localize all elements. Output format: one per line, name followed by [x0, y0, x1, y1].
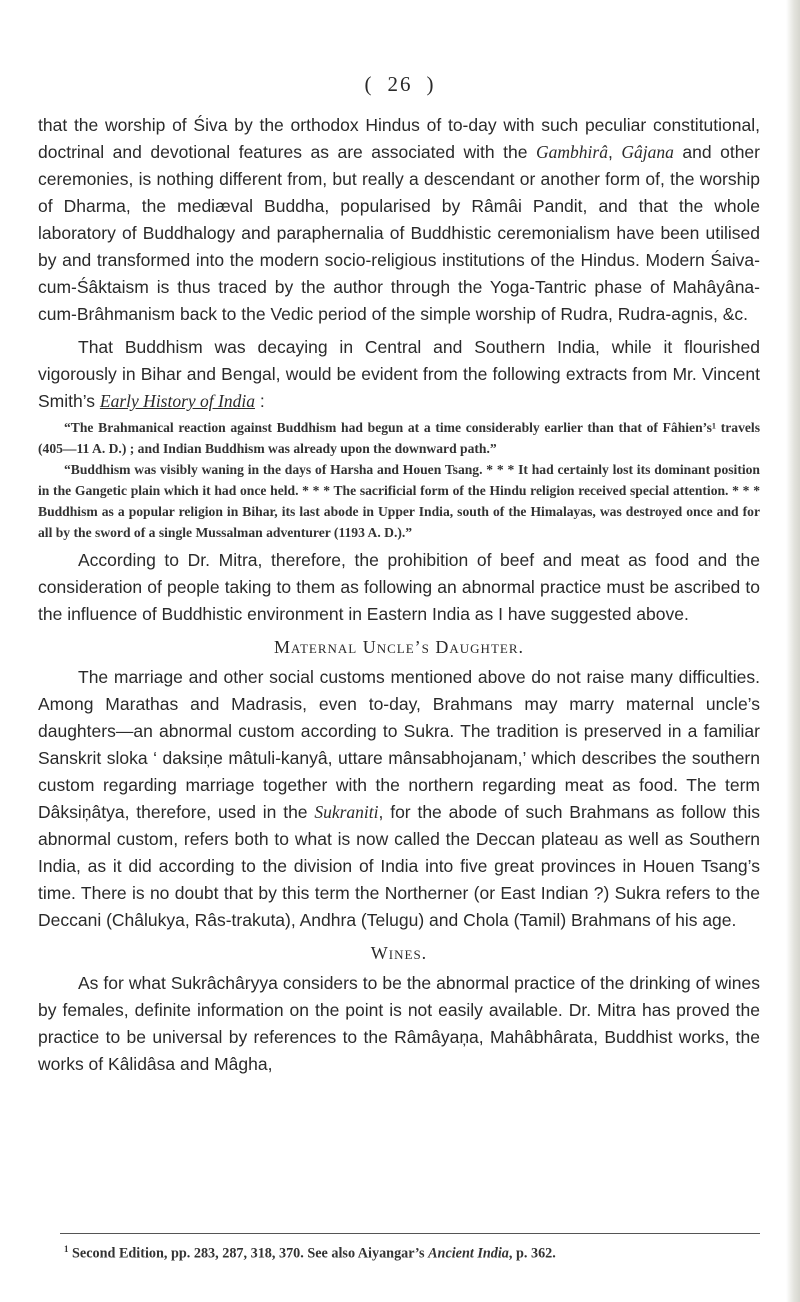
paragraph-text: , for the abode of such Brahmans as follow this abnormal custom, refers both to what is now called the Deccan plateau as well as Southern India, as it did according to the division of India into five great provinces in Houen Tsang’s time. There is no doubt that by this term the Northerner (or East Indian ?) Sukra refers to the Deccani (Châlukya, Râs-trakuta), Andhra (Telugu) and Chola (Tamil) Brahmans of his age. [38, 802, 760, 930]
italic-term-sukraniti: Sukraniti [314, 802, 379, 822]
paragraph-wines: As for what Sukrâchâryya considers to be the abnormal practice of the drinking of wines by females, definite information on the point is not easily available. Dr. Mitra has proved the practice to be universal by references to the Râmâyaņa, Mahâbhârata, Buddhist works, the works of Kâlidâsa and Mâgha, [38, 973, 760, 1074]
footnote-text: Second Edition, pp. 283, 287, 318, 370. See also Aiyangar’s [68, 1245, 429, 1262]
page-number-paren-close: ) [426, 72, 436, 96]
paragraph-text: : [254, 391, 265, 411]
footnote [38, 1240, 760, 1263]
page-edge-shadow [786, 0, 800, 1302]
section-heading-wines: Wines. [370, 943, 428, 963]
paragraph-dr-mitra: According to Dr. Mitra, therefore, the prohibition of beef and meat as food and the consideration of people taking to them as following an abnormal practice must be ascribed to the influence of Buddhistic environment in Eastern India as I have suggested above. [38, 550, 760, 624]
paragraph-text: The marriage and other social customs mentioned above do not raise many difficulties. Among Marathas and Madrasis, even to-day, Brahmans may marry maternal uncle’s daughters—an abnormal custom according to Sukra. The tradition is preserved in a familiar Sanskrit sloka ‘ daksiņe mâtuli-kanyâ, uttare mânsabhojanam,’ which describes the southern custom regarding marriage together with the northern regarding meat as food. The term Dâksiņâtya, therefore, used in the [38, 667, 760, 822]
page-number-value: 26 [387, 72, 413, 96]
paragraph-buddhism-decaying [38, 334, 760, 415]
page-number [0, 72, 800, 97]
italic-term-gajana: Gâjana [621, 142, 674, 162]
paragraph-text: That Buddhism was decaying in Central and Southern India, while it flourished vigorously in Bihar and Bengal, would be evident from the following extracts from Mr. Vincent Smith’s [38, 337, 760, 411]
paragraph-text: and other ceremonies, is nothing different from, but really a descendant or another form of, the worship of Dharma, the mediæval Buddha, popularised by Râmâi Pandit, and that the whole laboratory of Buddhalogy and paraphernalia of Buddhistic ceremonialism have been utilised by and transformed into the modern socio-religious institutions of the Hindus. Modern Śaiva-cum-Śâktaism is thus traced by the author through the Yoga-Tantric phase of Mahâyâna-cum-Brâhmanism back to the Vedic period of the simple worship of Rudra, Rudra-agnis, &c. [38, 142, 760, 324]
page-body [38, 112, 760, 1078]
paragraph-text: , [607, 142, 622, 162]
page-number-paren-open: ( [364, 72, 374, 96]
paragraph-text: that the worship of Śiva by the orthodox Hindus of to-day with such peculiar constitutional, doctrinal and devotional features as are associated with the [38, 115, 760, 162]
footnote-rule [60, 1233, 760, 1234]
quote-buddhism-waning: “Buddhism was visibly waning in the days of Harsha and Houen Tsang. * * * It had certainly lost its dominant position in the Gangetic plain which it had once held. * * * The sacrificial form of the Hindu religion received special attention. * * * Buddhism as a popular religion in Bihar, its last abode in Upper India, south of the Himalayas, was destroyed once and for all by the sword of a single Mussalman adventurer (1193 A. D.).” [38, 462, 760, 540]
paragraph-marriage-customs [38, 664, 760, 934]
italic-book-title: Early History of India [99, 391, 255, 411]
footnote-mark: 1 [64, 1244, 69, 1254]
footnote-book-title: Ancient India [428, 1245, 509, 1262]
footnote-text: , p. 362. [508, 1245, 556, 1262]
section-heading-maternal-uncle: Maternal Uncle’s Daughter. [274, 637, 524, 657]
quote-brahmanical-reaction: “The Brahmanical reaction against Buddhism had begun at a time considerably earlier than that of Fâhien’s¹ travels (405—11 A. D.) ; and Indian Buddhism was already upon the downward path.” [38, 420, 760, 456]
paragraph-siva-worship [38, 112, 760, 328]
italic-term-gambhira: Gambhirâ [536, 142, 608, 162]
